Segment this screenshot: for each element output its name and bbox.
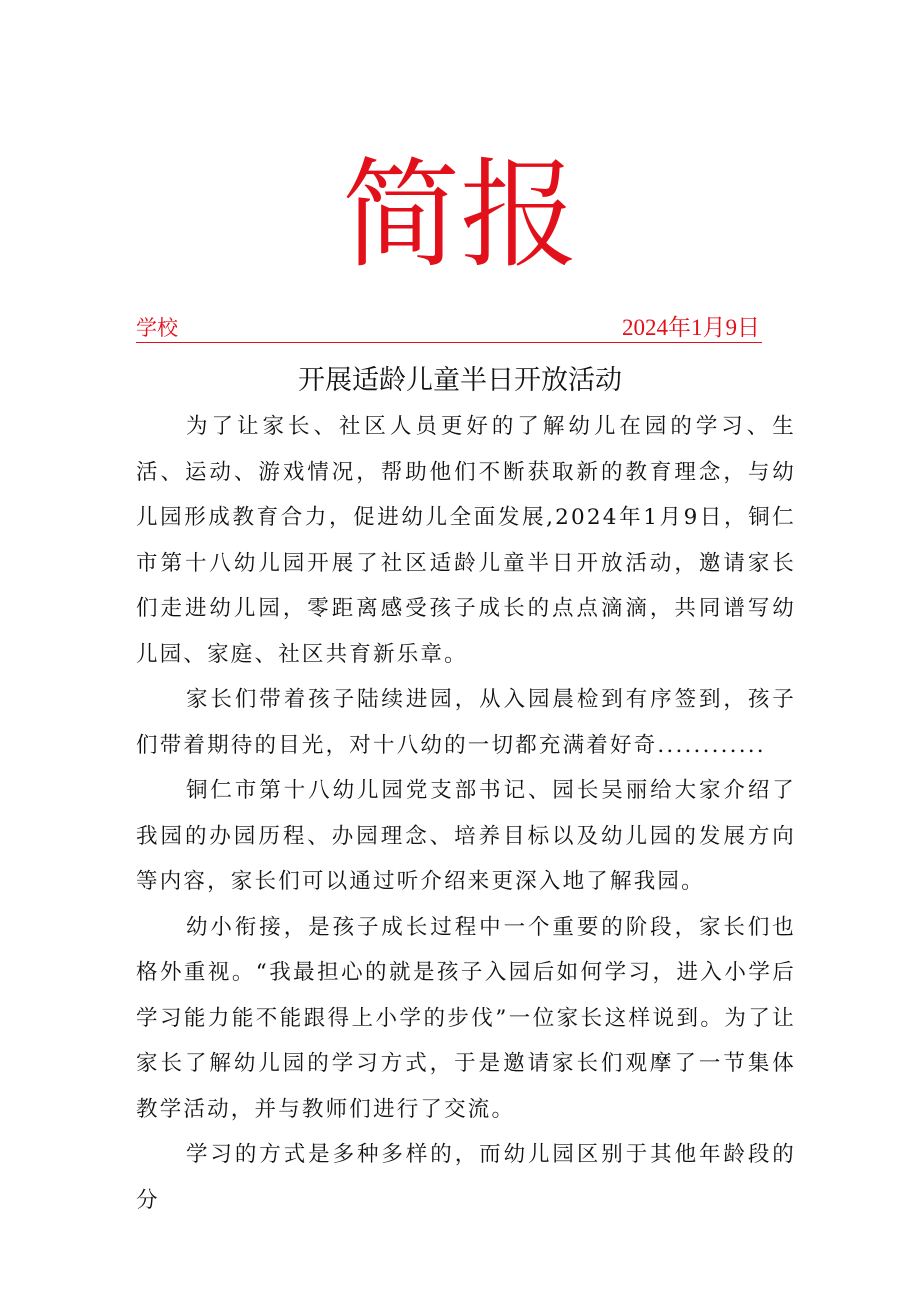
article-title: 开展适龄儿童半日开放活动	[298, 365, 622, 396]
article-body	[136, 404, 796, 1223]
issue-date: 2024年1月9日	[622, 315, 760, 340]
paragraph: 幼小衔接，是孩子成长过程中一个重要的阶段，家长们也格外重视。“我最担心的就是孩子入园后如何学习，进入小学后学习能力能不能跟得上小学的步伐”一位家长这样说到。为了让家长了解幼儿园的学习方式，于是邀请家长们观摩了一节集体教学活动，并与教师们进行了交流。	[136, 914, 796, 1122]
paragraph: 学习的方式是多种多样的，而幼儿园区别于其他年龄段的分	[136, 1142, 796, 1213]
info-bar	[136, 314, 762, 343]
school-label: 学校	[136, 316, 178, 340]
paragraph: 为了让家长、社区人员更好的了解幼儿在园的学习、生活、运动、游戏情况，帮助他们不断获取新的教育理念，与幼儿园形成教育合力，促进幼儿全面发展,2024年1月9日，铜仁市第十八幼儿园开展了社区适龄儿童半日开放活动，邀请家长们走进幼儿园，零距离感受孩子成长的点点滴滴，共同谱写幼儿园、家庭、社区共育新乐章。	[136, 414, 796, 667]
paragraph: 家长们带着孩子陆续进园，从入园晨检到有序签到，孩子们带着期待的目光，对十八幼的一切都充满着好奇............	[136, 687, 796, 758]
paragraph: 铜仁市第十八幼儿园党支部书记、园长吴丽给大家介绍了我园的办园历程、办园理念、培养目标以及幼儿园的发展方向等内容，家长们可以通过听介绍来更深入地了解我园。	[136, 778, 796, 894]
masthead-title: 简报	[341, 146, 578, 284]
